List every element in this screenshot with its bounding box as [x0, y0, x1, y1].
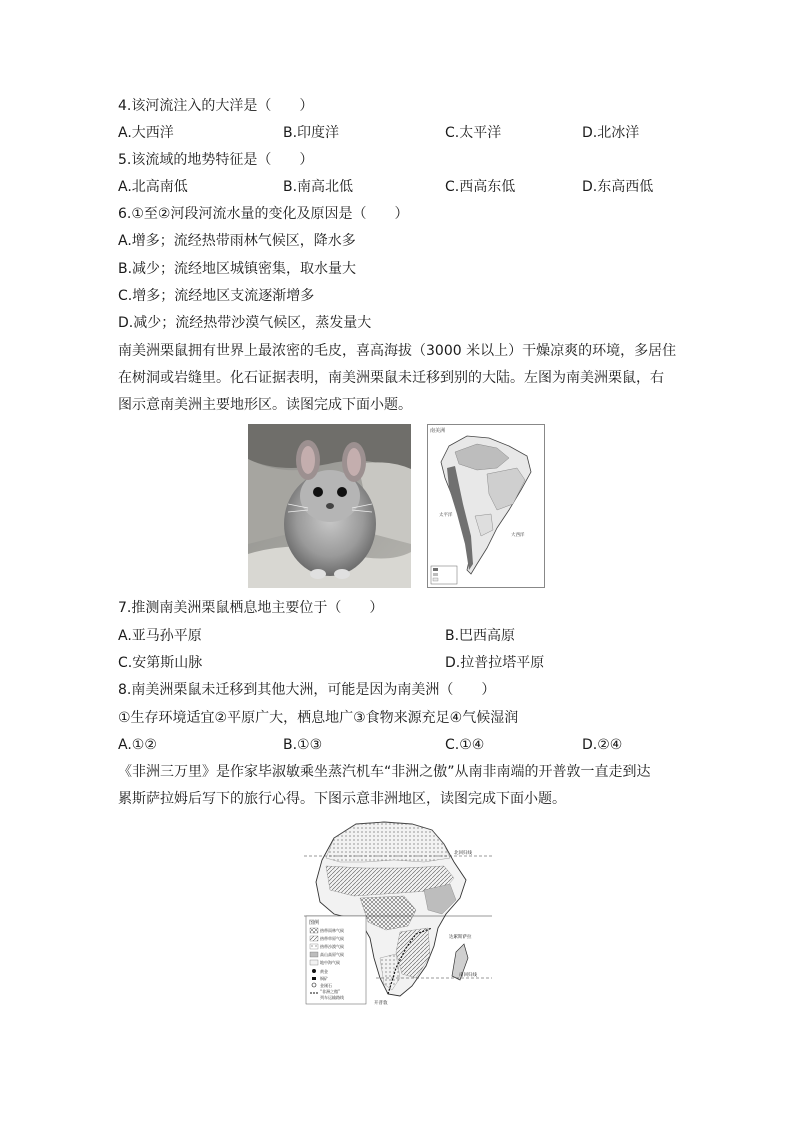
q5-option-d[interactable]: D.东高西低 — [582, 179, 654, 195]
africa-symbol-route: 列车运输路线 — [320, 995, 344, 1000]
sa-map-title: 南美洲 — [430, 428, 446, 434]
africa-symbol-gold: 黄金 — [320, 969, 328, 974]
africa-legend-5: 地中海气候 — [320, 960, 340, 965]
q6-option-b[interactable]: B.减少；流经地区城镇密集，取水量大 — [118, 261, 357, 277]
copper-icon — [312, 977, 316, 980]
africa-symbol-pride: “非洲之傲” — [320, 989, 341, 994]
q6-option-c[interactable]: C.增多；流经地区支流逐渐增多 — [118, 288, 315, 304]
q4-option-a[interactable]: A.大西洋 — [118, 125, 174, 141]
africa-legend-3: 热带沙漠气候 — [320, 944, 344, 949]
passage2-line1: 《非洲三万里》是作家毕淑敏乘坐蒸汽机车“非洲之傲”从南非南端的开普敦一直走到达 — [118, 764, 651, 780]
q8-option-d[interactable]: D.②④ — [582, 737, 623, 753]
q6-option-a[interactable]: A.增多；流经热带雨林气候区，降水多 — [118, 233, 356, 249]
sa-map-ocean-atlantic: 大西洋 — [511, 533, 525, 538]
sa-map-ocean-pacific: 太平洋 — [439, 513, 453, 518]
africa-legend-4: 高山高原气候 — [320, 952, 344, 957]
q4-option-b[interactable]: B.印度洋 — [283, 125, 340, 141]
gold-icon — [312, 969, 316, 973]
q5-option-a[interactable]: A.北高南低 — [118, 179, 188, 195]
africa-legend-2: 热带草原气候 — [320, 936, 344, 941]
q8-option-a[interactable]: A.①② — [118, 737, 157, 753]
q6-stem: 6.①至②河段河流水量的变化及原因是（ ） — [118, 206, 409, 222]
q8-option-c[interactable]: C.①④ — [445, 737, 485, 753]
africa-label-tropic-south: 南回归线 — [459, 973, 477, 978]
chinchilla-photo — [248, 424, 411, 588]
africa-symbol-diamond: 金刚石 — [320, 983, 332, 988]
q8-option-b[interactable]: B.①③ — [283, 737, 323, 753]
q4-option-c[interactable]: C.太平洋 — [445, 125, 502, 141]
africa-label-dar-es-salaam: 达累斯萨拉 — [449, 935, 472, 940]
q5-stem: 5.该流域的地势特征是（ ） — [118, 152, 314, 168]
q7-option-b[interactable]: B.巴西高原 — [445, 628, 516, 644]
q4-stem: 4.该河流注入的大洋是（ ） — [118, 98, 314, 114]
q8-statements: ①生存环境适宜②平原广大，栖息地广③食物来源充足④气候湿润 — [118, 710, 519, 726]
q4-option-d[interactable]: D.北冰洋 — [582, 125, 640, 141]
africa-legend-title: 图例 — [309, 920, 320, 926]
q8-stem: 8.南美洲栗鼠未迁移到其他大洲，可能是因为南美洲（ ） — [118, 682, 496, 698]
q5-option-c[interactable]: C.西高东低 — [445, 179, 516, 195]
africa-label-cape-town: 开普敦 — [374, 1001, 388, 1006]
passage1-line1: 南美洲栗鼠拥有世界上最浓密的毛皮，喜高海拔（3000 米以上）干燥凉爽的环境，多居住 — [118, 343, 677, 359]
q5-option-b[interactable]: B.南高北低 — [283, 179, 354, 195]
q7-option-d[interactable]: D.拉普拉塔平原 — [445, 655, 545, 671]
africa-symbol-copper: 铜矿 — [320, 976, 328, 981]
q7-option-c[interactable]: C.安第斯山脉 — [118, 655, 203, 671]
africa-climate-map — [304, 818, 492, 1010]
q7-stem: 7.推测南美洲栗鼠栖息地主要位于（ ） — [118, 600, 384, 616]
passage1-line2: 在树洞或岩缝里。化石证据表明，南美洲栗鼠未迁移到别的大陆。左图为南美洲栗鼠，右 — [118, 370, 664, 386]
south-america-terrain-map — [427, 424, 545, 588]
africa-legend-1: 热带雨林气候 — [320, 928, 344, 933]
passage1-line3: 图示意南美洲主要地形区。读图完成下面小题。 — [118, 397, 412, 413]
q6-option-d[interactable]: D.减少；流经热带沙漠气候区，蒸发量大 — [118, 315, 372, 331]
africa-label-tropic-north: 北回归线 — [454, 851, 472, 856]
passage2-line2: 累斯萨拉姆后写下的旅行心得。下图示意非洲地区，读图完成下面小题。 — [118, 791, 566, 807]
q7-option-a[interactable]: A.亚马孙平原 — [118, 628, 202, 644]
